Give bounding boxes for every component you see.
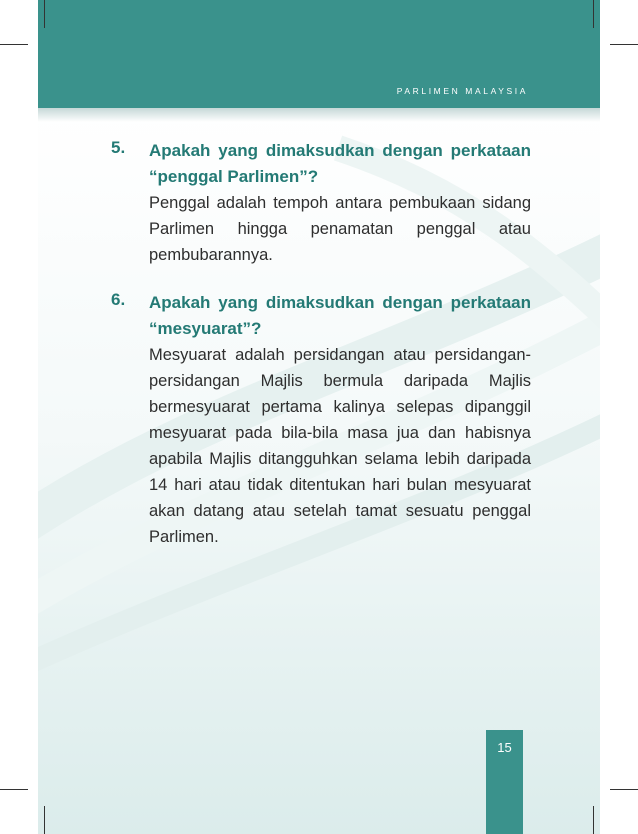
question-5	[111, 138, 531, 268]
crop-mark	[593, 806, 594, 834]
question-6	[111, 290, 531, 550]
answer-text: Penggal adalah tempoh antara pembukaan sidang Parlimen hingga penamatan penggal atau pembubarannya.	[149, 194, 531, 264]
question-number: 5.	[111, 138, 126, 157]
crop-mark	[610, 789, 638, 790]
page-number: 15	[497, 740, 512, 755]
answer-text: Mesyuarat adalah persidangan atau persidangan-persidangan Majlis bermula daripada Majlis bermesyuarat pertama kalinya selepas dipanggil mesyuarat pada bila-bila masa jua dan habisnya apabila Majlis ditangguhkan selama lebih daripada 14 hari atau tidak ditentukan hari bulan mesyuarat akan datang atau setelah tamat sesuatu penggal Parlimen.	[149, 346, 531, 546]
question-title: Apakah yang dimaksudkan dengan perkataan “mesyuarat”?	[149, 293, 531, 338]
running-header: PARLIMEN MALAYSIA	[396, 86, 528, 96]
crop-mark	[610, 44, 638, 45]
header-shadow	[38, 108, 600, 122]
crop-mark	[593, 0, 594, 28]
crop-mark	[44, 0, 45, 28]
question-title: Apakah yang dimaksudkan dengan perkataan “penggal Parlimen”?	[149, 141, 531, 186]
question-number: 6.	[111, 290, 126, 309]
crop-mark	[0, 789, 28, 790]
crop-mark	[44, 806, 45, 834]
crop-mark	[0, 44, 28, 45]
